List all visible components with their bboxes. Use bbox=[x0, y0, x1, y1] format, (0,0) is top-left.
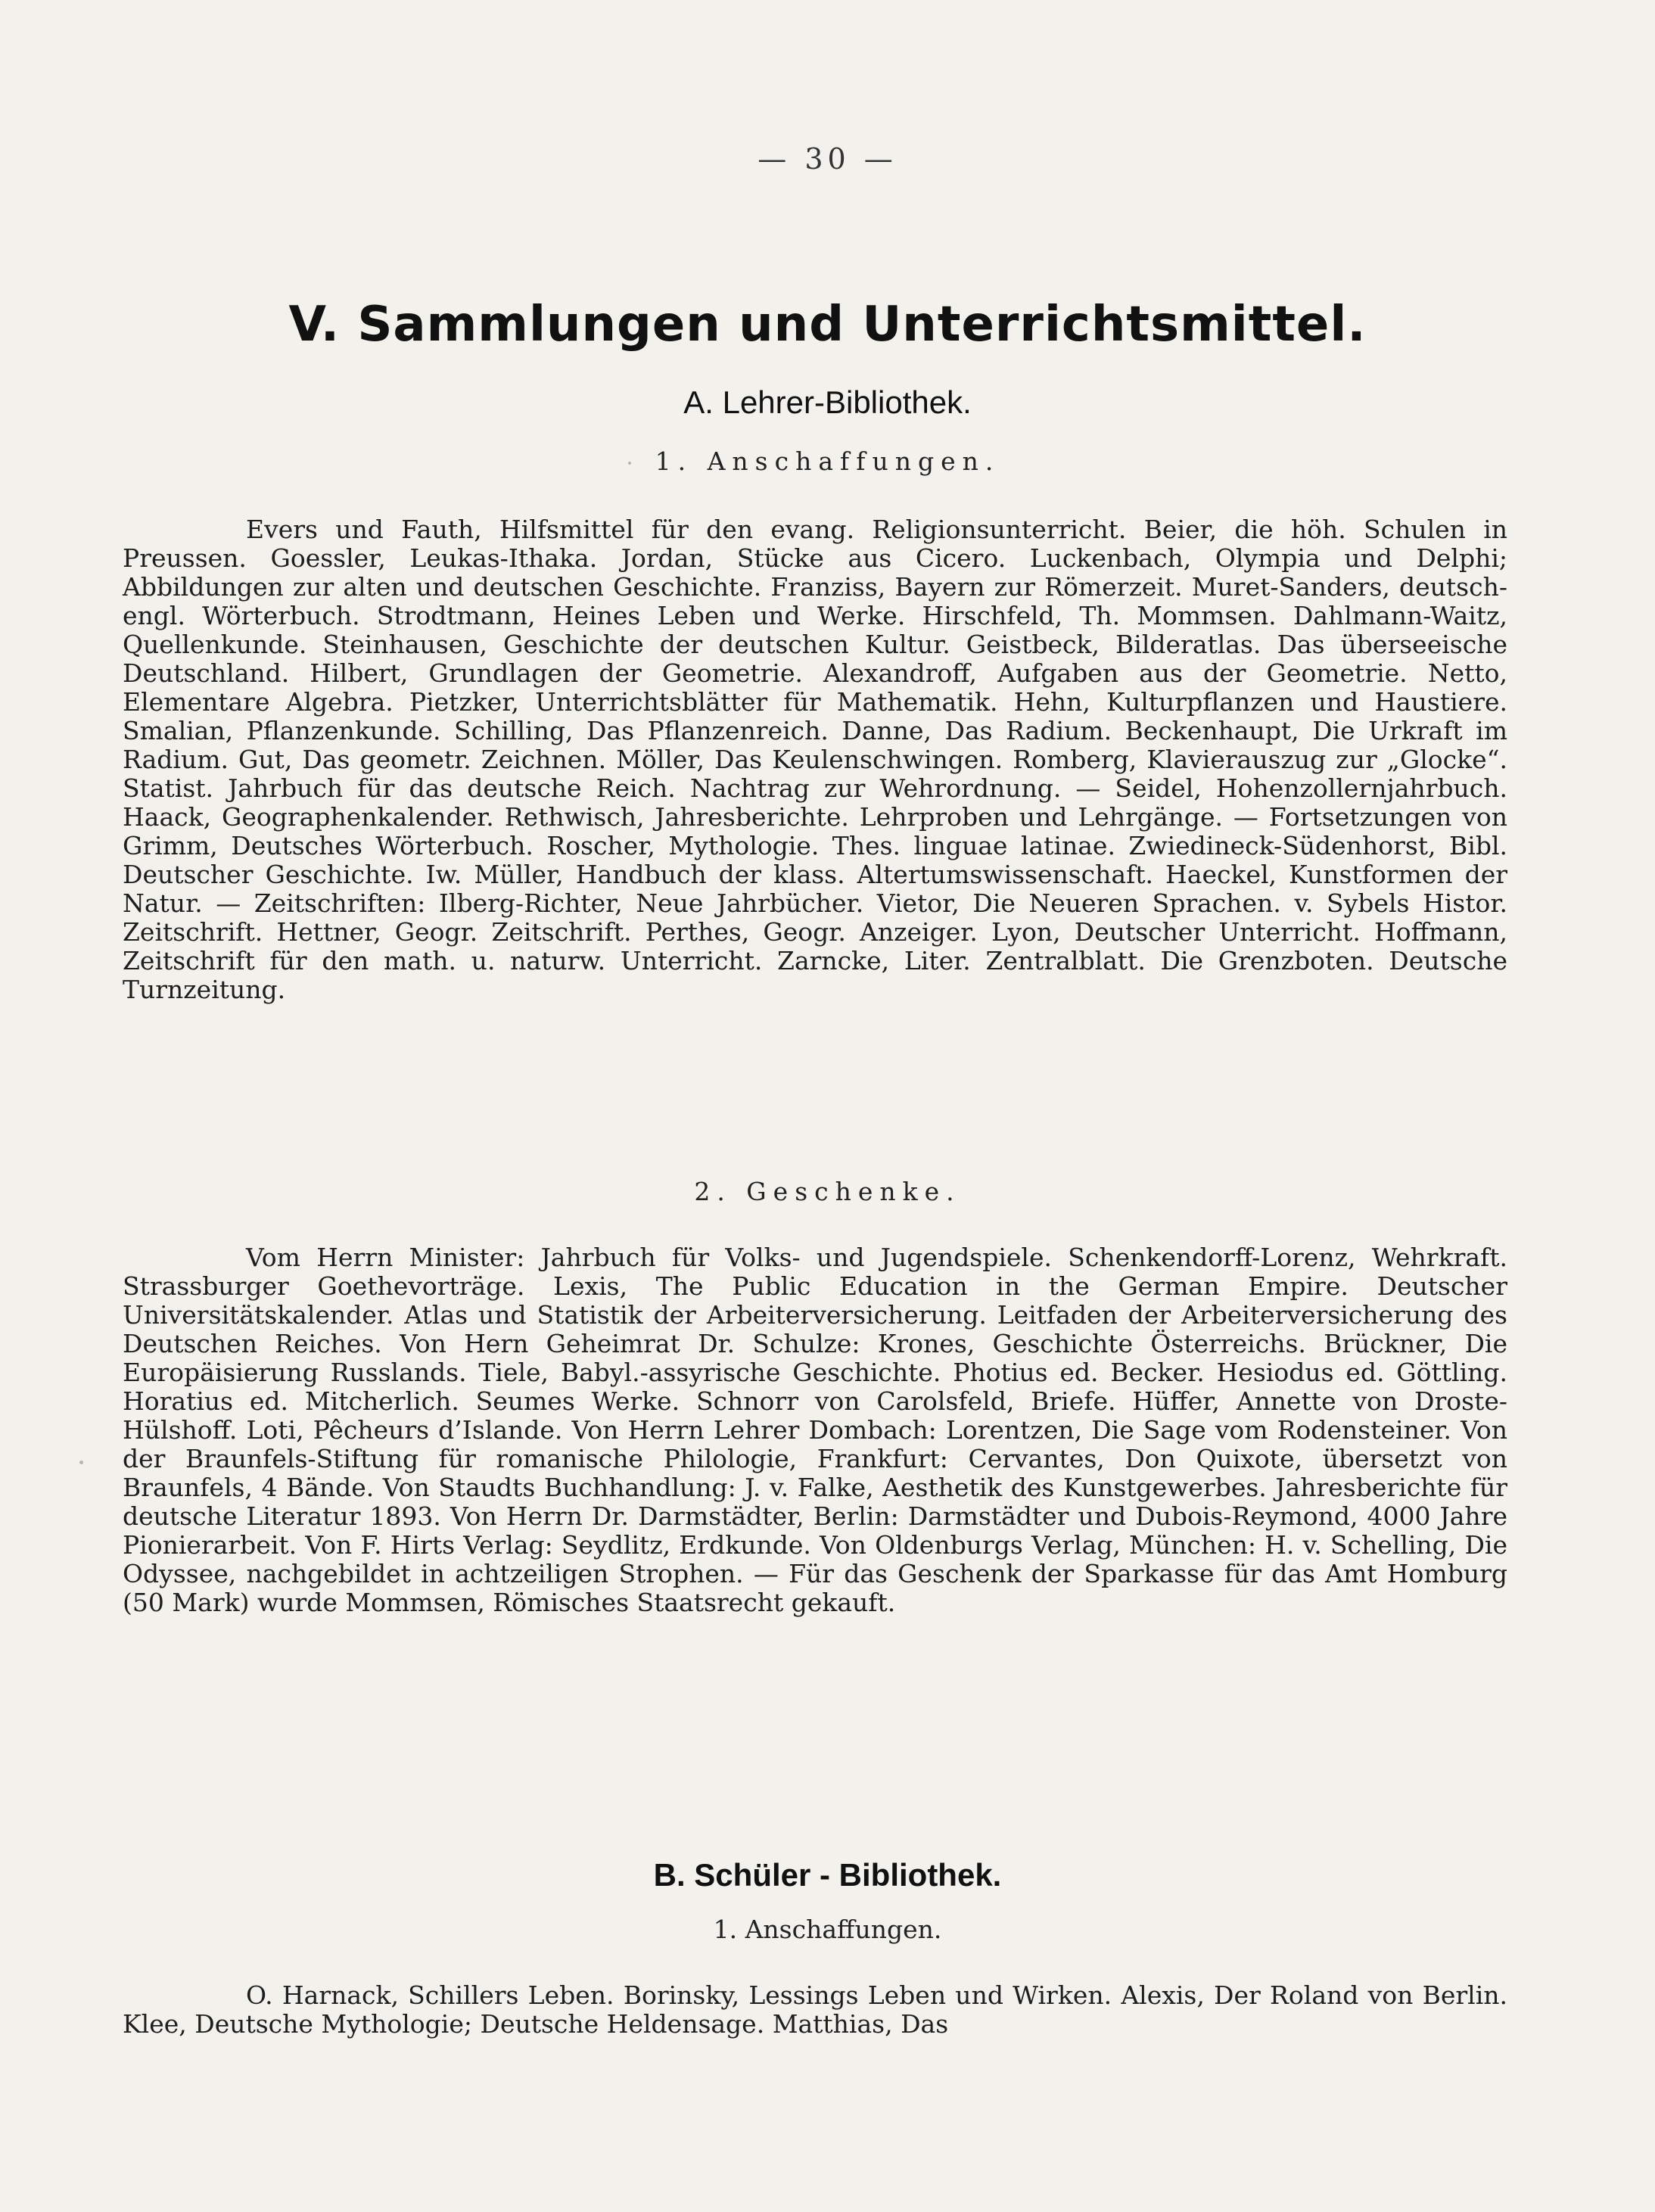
section-a-title: A. Lehrer-Bibliothek. bbox=[683, 384, 972, 420]
ink-speck bbox=[628, 462, 631, 465]
section-a-paragraph-anschaffungen: Evers und Fauth, Hilfsmittel für den evang. Religionsunterricht. Beier, die höh. Schulen in Preussen. Goessler, Leukas-Ithaka. Jordan, Stücke aus Cicero. Luckenbach, Olympia und Delphi; Abbildungen zur alten und deutschen Geschichte. Franziss, Bayern zur Römerzeit. Muret-Sanders, deutsch-engl. Wörterbuch. Strodtmann, Heines Leben und Werke. Hirschfeld, Th. Mommsen. Dahlmann-Waitz, Quellenkunde. Steinhausen, Geschichte der deutschen Kultur. Geistbeck, Bilderatlas. Das überseeische Deutschland. Hilbert, Grundlagen der Geometrie. Alexandroff, Aufgaben aus der Geometrie. Netto, Elementare Algebra. Pietzker, Unterrichtsblätter für Mathematik. Hehn, Kulturpflanzen und Haustiere. Smalian, Pflanzenkunde. Schilling, Das Pflanzenreich. Danne, Das Radium. Beckenhaupt, Die Urkraft im Radium. Gut, Das geometr. Zeichnen. Möller, Das Keulenschwingen. Romberg, Klavierauszug zur „Glocke“. Statist. Jahrbuch für das deutsche Reich. Nachtrag zur Wehrordnung. — Seidel, Hohenzollernjahrbuch. Haack, Geographenkalender. Rethwisch, Jahresberichte. Lehrproben und Lehrgänge. — Fortsetzungen von Grimm, Deutsches Wörterbuch. Roscher, Mythologie. Thes. linguae latinae. Zwiedineck-Südenhorst, Bibl. Deutscher Geschichte. Iw. Müller, Handbuch der klass. Altertumswissenschaft. Haeckel, Kunstformen der Natur. — Zeitschriften: Ilberg-Richter, Neue Jahrbücher. Vietor, Die Neueren Sprachen. v. Sybels Histor. Zeitschrift. Hettner, Geogr. Zeitschrift. Perthes, Geogr. Anzeiger. Lyon, Deutscher Unterricht. Hoffmann, Zeitschrift für den math. u. naturw. Unterricht. Zarncke, Liter. Zentralblatt. Die Grenzboten. Deutsche Turnzeitung. bbox=[123, 515, 1507, 1004]
section-a-subheading-geschenke: 2. Geschenke. bbox=[694, 1177, 961, 1206]
ink-speck bbox=[79, 1461, 83, 1464]
page-number: — 30 — bbox=[758, 142, 897, 176]
section-b-paragraph-anschaffungen: O. Harnack, Schillers Leben. Borinsky, Lessings Leben und Wirken. Alexis, Der Roland von Berlin. Klee, Deutsche Mythologie; Deutsche Heldensage. Matthias, Das bbox=[123, 1980, 1507, 2039]
section-b-subheading-anschaffungen: 1. Anschaffungen. bbox=[713, 1915, 942, 1944]
chapter-title: V. Sammlungen und Unterrichtsmittel. bbox=[288, 297, 1367, 353]
section-a-paragraph-geschenke: Vom Herrn Minister: Jahrbuch für Volks- und Jugendspiele. Schenkendorff-Lorenz, Wehrkraft. Strassburger Goethevorträge. Lexis, The Public Education in the German Empire. Deutscher Universitätskalender. Atlas und Statistik der Arbeiterversicherung. Leitfaden der Arbeiterversicherung des Deutschen Reiches. Von Hern Geheimrat Dr. Schulze: Krones, Geschichte Österreichs. Brückner, Die Europäisierung Russlands. Tiele, Babyl.-assyrische Geschichte. Photius ed. Becker. Hesiodus ed. Göttling. Horatius ed. Mitcherlich. Seumes Werke. Schnorr von Carolsfeld, Briefe. Hüffer, Annette von Droste-Hülshoff. Loti, Pêcheurs d’Islande. Von Herrn Lehrer Dombach: Lorentzen, Die Sage vom Rodensteiner. Von der Braunfels-Stiftung für romanische Philologie, Frankfurt: Cervantes, Don Quixote, übersetzt von Braunfels, 4 Bände. Von Staudts Buchhandlung: J. v. Falke, Aesthetik des Kunstgewerbes. Jahresberichte für deutsche Literatur 1893. Von Herrn Dr. Darmstädter, Berlin: Darmstädter und Dubois-Reymond, 4000 Jahre Pionierarbeit. Von F. Hirts Verlag: Seydlitz, Erdkunde. Von Oldenburgs Verlag, München: H. v. Schelling, Die Odyssee, nachgebildet in achtzeiligen Strophen. — Für das Geschenk der Sparkasse für das Amt Homburg (50 Mark) wurde Mommsen, Römisches Staatsrecht gekauft. bbox=[123, 1243, 1507, 1617]
section-a-subheading-anschaffungen: 1. Anschaffungen. bbox=[655, 446, 1000, 476]
section-b-title: B. Schüler - Bibliothek. bbox=[653, 1857, 1002, 1893]
